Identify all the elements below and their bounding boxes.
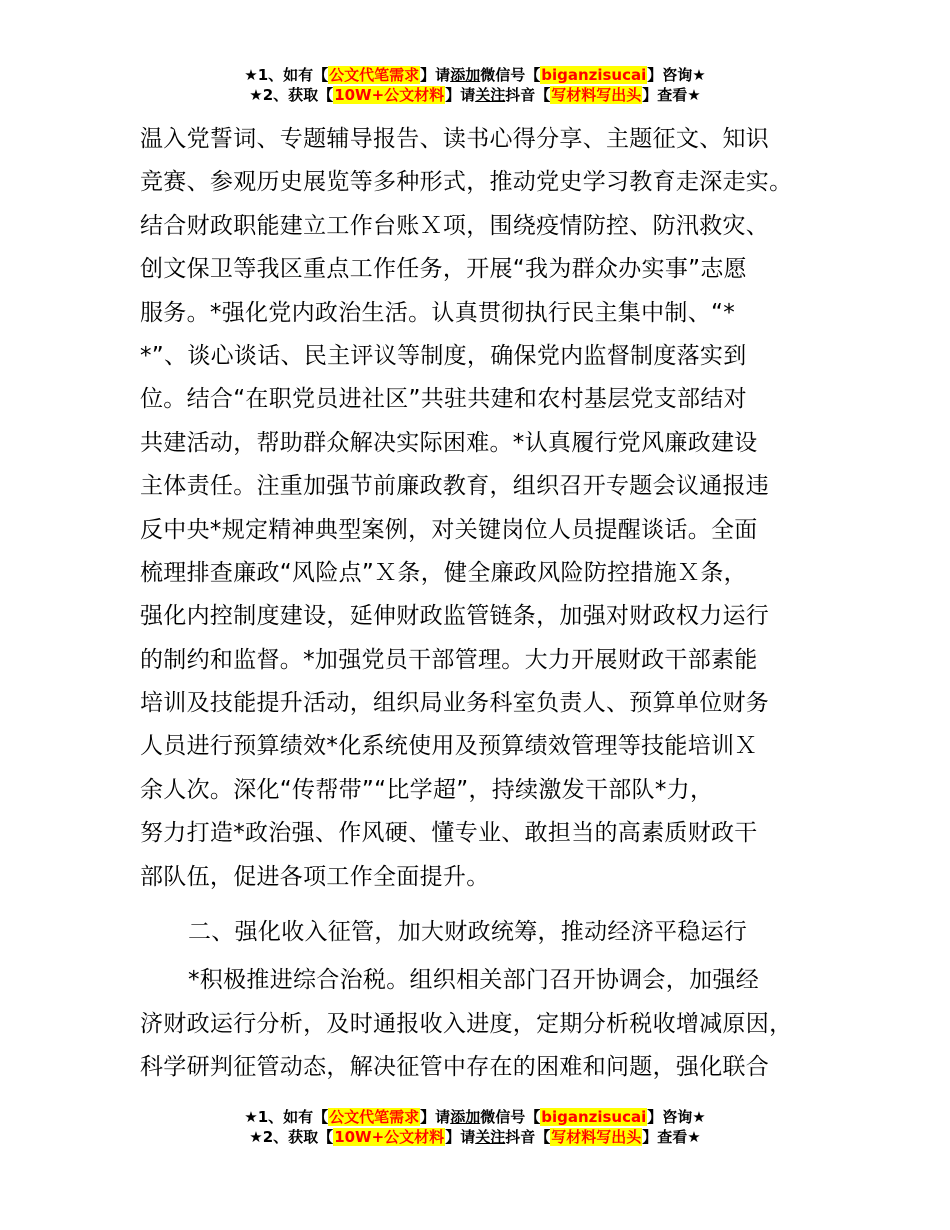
banner-highlight: 10W+公文材料 (334, 1128, 445, 1146)
banner-line-1 (0, 1107, 950, 1127)
body-line: *”、谈心谈话、民主评议等制度，确保党内监督制度落实到 (140, 342, 747, 369)
banner-highlight: biganzisucai (541, 66, 647, 84)
banner-underlined-text: 关注 (475, 86, 506, 104)
body-line: 温入党誓词、专题辅导报告、读书心得分享、主题征文、知识 (140, 126, 770, 152)
body-line: 共建活动，帮助群众解决实际困难。*认真履行党风廉政建设 (140, 429, 758, 456)
body-line: 反中央*规定精神典型案例，对关键岗位人员提醒谈话。全面 (140, 516, 758, 543)
body-line: 人员进行预算绩效*化系统使用及预算绩效管理等技能培训Ｘ (140, 733, 758, 760)
body-line: 结合财政职能建立工作台账Ｘ项，围绕疫情防控、防汛救灾、 (140, 212, 770, 239)
banner-line-2 (0, 1127, 950, 1147)
section-heading: 二、强化收入征管，加大财政统筹，推动经济平稳运行 (188, 919, 748, 946)
banner-text: ★1、如有【 (244, 66, 329, 84)
header-banner (0, 65, 950, 105)
banner-highlight: 10W+公文材料 (334, 86, 445, 104)
banner-text: 】请 (445, 1128, 476, 1146)
banner-underlined-text: 关注 (475, 1128, 506, 1146)
banner-highlight: 写材料写出头 (551, 86, 642, 104)
banner-text: 微信号【 (480, 66, 541, 84)
body-line: 培训及技能提升活动，组织局业务科室负责人、预算单位财务 (140, 690, 770, 717)
banner-highlight: biganzisucai (541, 1108, 647, 1126)
body-line: 主体责任。注重加强节前廉政教育，组织召开专题会议通报违 (140, 473, 770, 500)
body-line: 服务。*强化党内政治生活。认真贯彻执行民主集中制、“* (140, 299, 736, 326)
body-line: 竞赛、参观历史展览等多种形式，推动党史学习教育走深走实。 (140, 169, 793, 196)
banner-text: 】查看★ (642, 1128, 701, 1146)
banner-text: 】请 (420, 66, 451, 84)
banner-text: 】请 (420, 1108, 451, 1126)
banner-text: ★1、如有【 (244, 1108, 329, 1126)
banner-highlight: 写材料写出头 (551, 1128, 642, 1146)
body-line: 创文保卫等我区重点工作任务，开展“我为群众办实事”志愿 (140, 256, 747, 283)
body-line: 强化内控制度建设，延伸财政监管链条，加强对财政权力运行 (140, 603, 770, 630)
body-line: 的制约和监督。*加强党员干部管理。大力开展财政干部素能 (140, 646, 758, 673)
banner-highlight: 公文代笔需求 (329, 1108, 420, 1126)
body-line: 位。结合“在职党员进社区”共驻共建和农村基层党支部结对 (140, 386, 747, 413)
banner-text: 抖音【 (505, 1128, 551, 1146)
body-line: 努力打造*政治强、作风硬、懂专业、敢担当的高素质财政干 (140, 820, 758, 847)
banner-text: 抖音【 (505, 86, 551, 104)
banner-highlight: 公文代笔需求 (329, 66, 420, 84)
body-line: *积极推进综合治税。组织相关部门召开协调会，加强经 (188, 967, 759, 994)
footer-banner (0, 1107, 950, 1147)
banner-underlined-text: 添加 (450, 1108, 481, 1126)
banner-underlined-text: 添加 (450, 66, 481, 84)
document-body (140, 118, 830, 1090)
paragraph-spacer (140, 899, 830, 911)
banner-text: 】咨询★ (647, 1108, 706, 1126)
body-line: 余人次。深化“传帮带”“比学超”，持续激发干部队*力， (140, 776, 714, 803)
banner-text: 微信号【 (480, 1108, 541, 1126)
banner-text: 】查看★ (642, 86, 701, 104)
body-line: 科学研判征管动态，解决征管中存在的困难和问题，强化联合 (140, 1054, 770, 1081)
banner-line-1 (0, 65, 950, 85)
body-line: 部队伍，促进各项工作全面提升。 (140, 863, 490, 890)
banner-text: ★2、获取【 (249, 86, 334, 104)
banner-line-2 (0, 85, 950, 105)
body-line: 梳理排查廉政“风险点”Ｘ条，健全廉政风险防控措施Ｘ条， (140, 559, 747, 586)
banner-text: 】咨询★ (647, 66, 706, 84)
body-line: 济财政运行分析，及时通报收入进度，定期分析税收增减原因， (140, 1010, 793, 1037)
banner-text: ★2、获取【 (249, 1128, 334, 1146)
banner-text: 】请 (445, 86, 476, 104)
